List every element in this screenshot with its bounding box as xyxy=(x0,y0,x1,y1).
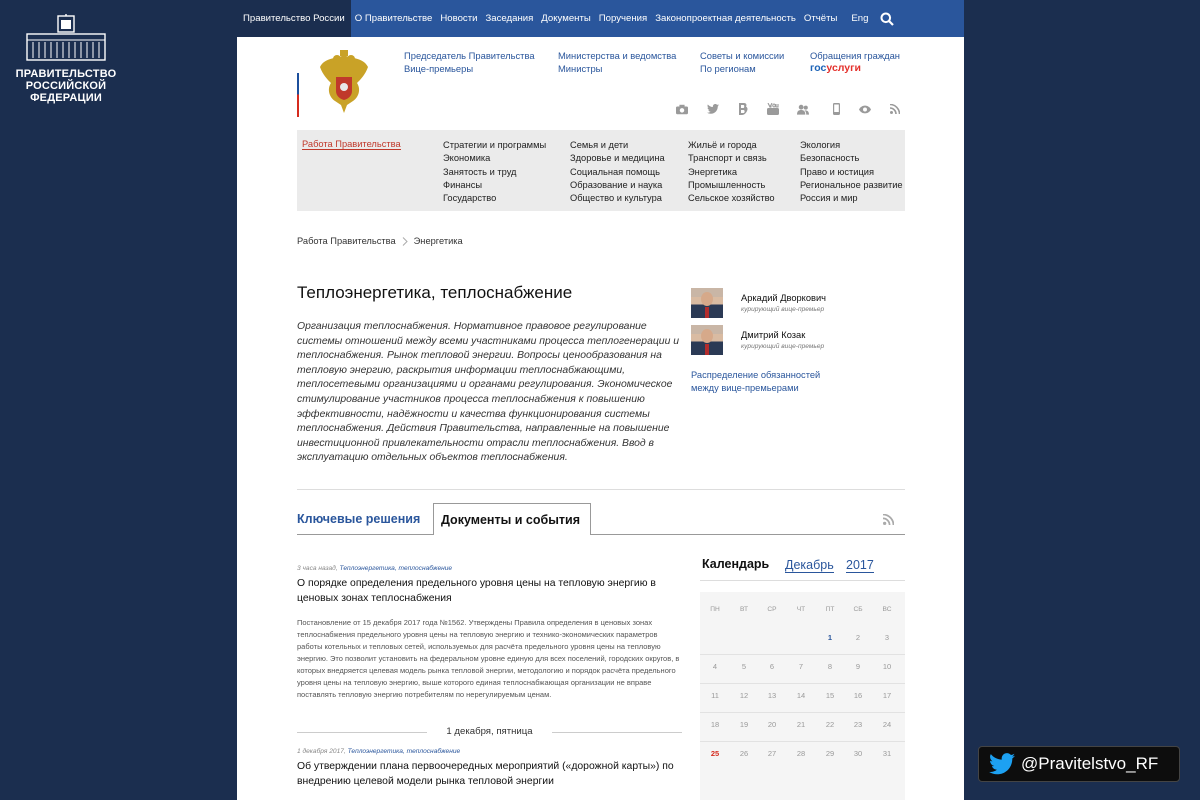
breadcrumb xyxy=(297,236,463,246)
calendar-day[interactable]: 26 xyxy=(739,749,749,758)
brand-line-1: ПРАВИТЕЛЬСТВО xyxy=(15,68,117,80)
link-ministers[interactable]: Министры xyxy=(558,63,603,74)
calendar-weekday: ВС xyxy=(882,606,892,613)
cat-agriculture[interactable]: Сельское хозяйство xyxy=(688,193,775,204)
calendar-day[interactable]: 28 xyxy=(796,749,806,758)
calendar-weekday: СР xyxy=(767,606,777,613)
cat-economy[interactable]: Экономика xyxy=(443,153,491,164)
youtube-icon[interactable] xyxy=(767,103,779,115)
calendar-day[interactable]: 2 xyxy=(855,633,861,642)
calendar-day[interactable]: 6 xyxy=(769,662,775,671)
nav-meetings[interactable]: Заседания xyxy=(485,13,534,24)
nav-reports[interactable]: Отчёты xyxy=(803,13,838,24)
cat-col-2 xyxy=(570,139,665,205)
person-name[interactable]: Дмитрий Козак xyxy=(741,330,806,340)
header xyxy=(237,37,964,130)
flag-stripe xyxy=(297,51,299,117)
link-chairman[interactable]: Председатель Правительства xyxy=(404,50,535,61)
nav-english[interactable]: Eng xyxy=(851,13,869,24)
calendar-day[interactable]: 17 xyxy=(882,691,892,700)
person-name[interactable]: Аркадий Дворкович xyxy=(741,293,826,303)
calendar-day[interactable]: 5 xyxy=(741,662,747,671)
camera-icon[interactable] xyxy=(676,103,688,115)
cat-ecology[interactable]: Экология xyxy=(800,140,841,150)
calendar-day[interactable]: 18 xyxy=(710,720,720,729)
cat-col-3 xyxy=(688,139,775,205)
calendar-day[interactable]: 8 xyxy=(827,662,833,671)
gosuslugi-logo[interactable]: госуслуги xyxy=(810,62,861,74)
calendar-weekday: ПН xyxy=(710,606,720,613)
vk-icon[interactable] xyxy=(737,103,749,115)
calendar-day[interactable]: 3 xyxy=(884,633,890,642)
calendar-day[interactable]: 27 xyxy=(767,749,777,758)
news-title[interactable]: О порядке определения предельного уровня цены на тепловую энергию в ценовых зонах теплоснабжения xyxy=(297,578,656,604)
calendar-weekday: ПТ xyxy=(825,606,835,613)
person-photo xyxy=(691,325,723,355)
cat-education[interactable]: Образование и наука xyxy=(570,179,663,190)
news-tag[interactable]: Теплоэнергетика, теплоснабжение xyxy=(339,565,453,572)
person-card[interactable] xyxy=(691,288,826,318)
date-separator-label: 1 декабря, пятница xyxy=(446,726,533,737)
breadcrumb-item-government-work[interactable]: Работа Правительства xyxy=(297,236,396,246)
news-time: 1 декабря 2017, xyxy=(297,748,346,755)
chevron-right-icon xyxy=(402,237,408,246)
cat-health[interactable]: Здоровье и медицина xyxy=(570,153,665,164)
page xyxy=(237,0,964,800)
rss-icon[interactable] xyxy=(889,103,901,115)
twitter-badge xyxy=(978,746,1180,782)
calendar-day[interactable]: 7 xyxy=(798,662,804,671)
cat-energy[interactable]: Энергетика xyxy=(688,166,738,177)
calendar-row-divider xyxy=(700,683,905,684)
breadcrumb-item-energy[interactable]: Энергетика xyxy=(413,236,463,246)
person-role: курирующий вице-премьер xyxy=(741,343,825,350)
calendar-day[interactable]: 11 xyxy=(711,691,719,700)
tab-key-decisions[interactable]: Ключевые решения xyxy=(297,512,421,526)
tab-documents-events[interactable]: Документы и события xyxy=(433,503,591,535)
link-vice-premiers[interactable]: Вице-премьеры xyxy=(404,63,474,74)
nav-about[interactable]: О Правительстве xyxy=(354,13,433,24)
calendar-row-divider xyxy=(700,712,905,713)
calendar-row-divider xyxy=(700,741,905,742)
people-icon[interactable] xyxy=(797,103,809,115)
cat-culture[interactable]: Общество и культура xyxy=(570,193,662,204)
link-appeals[interactable]: Обращения граждан xyxy=(810,50,900,61)
calendar-day[interactable]: 15 xyxy=(825,691,835,700)
nav-news[interactable]: Новости xyxy=(440,13,478,24)
page-title: Теплоэнергетика, теплоснабжение xyxy=(297,283,573,302)
twitter-icon[interactable] xyxy=(707,103,719,115)
calendar-weekday: СБ xyxy=(853,606,863,613)
top-navigation xyxy=(237,0,964,37)
cat-world[interactable]: Россия и мир xyxy=(800,193,858,204)
calendar-day[interactable]: 4 xyxy=(712,662,718,671)
news-time: 3 часа назад, xyxy=(297,565,338,572)
cat-col-1 xyxy=(443,139,546,205)
twitter-bird-icon xyxy=(989,753,1015,775)
date-separator xyxy=(297,726,682,738)
cat-state[interactable]: Государство xyxy=(443,193,497,204)
category-navigation xyxy=(297,130,905,211)
news-tag[interactable]: Теплоэнергетика, теплоснабжение xyxy=(347,748,461,755)
header-col-1 xyxy=(404,49,535,75)
brand-line-2: РОССИЙСКОЙ xyxy=(25,80,107,92)
brand-line-3: ФЕДЕРАЦИИ xyxy=(30,92,102,104)
nav-legislation[interactable]: Законопроектная деятельность xyxy=(655,13,796,24)
cat-strategies[interactable]: Стратегии и программы xyxy=(443,140,547,150)
news-meta xyxy=(297,565,452,572)
cat-security[interactable]: Безопасность xyxy=(800,153,860,164)
calendar-day[interactable]: 29 xyxy=(825,749,835,758)
header-col-3 xyxy=(700,49,784,75)
cat-employment[interactable]: Занятость и труд xyxy=(443,166,517,177)
link-councils[interactable]: Советы и комиссии xyxy=(700,50,785,61)
calendar-day[interactable]: 22 xyxy=(825,720,835,729)
eye-icon[interactable] xyxy=(859,103,871,115)
cat-housing[interactable]: Жильё и города xyxy=(688,140,757,150)
twitter-handle: @Pravitelstvo_RF xyxy=(1021,754,1159,773)
calendar-day[interactable]: 31 xyxy=(882,749,892,758)
calendar-row-divider xyxy=(700,654,905,655)
cat-finance[interactable]: Финансы xyxy=(443,179,483,190)
topic-description: Организация теплоснабжения. Нормативное правовое регулирование системы отношений между всеми участниками процесса теплогенерации и теплоснабжения. Рынок тепловой энергии. Вопросы ценообразования на тепловую энергию, раскрытия информации теплоснабжающими, теплосетевыми организациями и органами регулирования. Экономическое стимулирование участников процесса теплоснабжения к повышению эффективности, надёжности и качества функционирования системы теплоснабжения. Действия Правительства, направленные на повышение инвестиционной привлекательности отрасли теплоснабжения. Ввод в эксплуатацию отдельных объектов теплоснабжения. xyxy=(297,321,680,464)
tab-underline xyxy=(297,534,905,535)
calendar-day[interactable]: 14 xyxy=(796,691,806,700)
person-role: курирующий вице-премьер xyxy=(741,306,825,313)
person-photo xyxy=(691,288,723,318)
calendar-day[interactable]: 1 xyxy=(827,633,833,642)
divider xyxy=(297,489,905,490)
calendar-day[interactable]: 19 xyxy=(739,720,749,729)
cat-industry[interactable]: Промышленность xyxy=(688,179,766,190)
person-card[interactable] xyxy=(691,325,824,355)
cat-transport[interactable]: Транспорт и связь xyxy=(688,153,767,164)
cat-government-work[interactable]: Работа Правительства xyxy=(302,139,401,149)
calendar-day[interactable]: 23 xyxy=(853,720,863,729)
calendar-day[interactable]: 16 xyxy=(853,691,863,700)
header-col-2 xyxy=(558,49,676,75)
rss-icon[interactable] xyxy=(883,514,894,525)
calendar-day[interactable]: 25 xyxy=(710,749,720,758)
calendar-day[interactable]: 20 xyxy=(767,720,777,729)
calendar-year-select[interactable]: 2017 xyxy=(846,558,874,572)
nav-documents[interactable]: Документы xyxy=(541,13,591,24)
calendar-heading: Календарь xyxy=(702,557,770,571)
calendar-day[interactable]: 30 xyxy=(853,749,863,758)
calendar-weekday: ВТ xyxy=(740,606,748,613)
calendar-day[interactable]: 24 xyxy=(882,720,892,729)
government-logo xyxy=(14,14,118,104)
news-title[interactable]: Об утверждении плана первоочередных мероприятий («дорожной карты») по внедрению целевой модели рынка тепловой энергии xyxy=(297,761,674,787)
cat-family[interactable]: Семья и дети xyxy=(570,140,629,150)
cat-regional[interactable]: Региональное развитие xyxy=(800,179,903,190)
calendar-month-select[interactable]: Декабрь xyxy=(785,558,834,572)
coat-of-arms-icon[interactable] xyxy=(317,49,371,117)
header-col-4 xyxy=(810,49,900,75)
calendar-day[interactable]: 10 xyxy=(882,662,892,671)
search-icon[interactable] xyxy=(880,12,894,26)
calendar-day[interactable]: 13 xyxy=(767,691,777,700)
cat-col-4 xyxy=(800,139,903,205)
white-house-icon xyxy=(25,14,107,62)
duties-link[interactable]: Распределение обязанностей между вице-премьерами xyxy=(691,370,821,393)
calendar-day[interactable]: 9 xyxy=(855,662,861,671)
cat-social[interactable]: Социальная помощь xyxy=(570,166,661,177)
calendar-day[interactable]: 12 xyxy=(739,691,749,700)
mobile-icon[interactable] xyxy=(830,103,842,115)
link-ministries[interactable]: Министерства и ведомства xyxy=(558,50,677,61)
calendar-day[interactable]: 21 xyxy=(796,720,806,729)
calendar-weekday: ЧТ xyxy=(796,606,806,613)
nav-government[interactable]: Правительство России xyxy=(237,0,351,37)
link-regions[interactable]: По регионам xyxy=(700,63,756,74)
news-body: Постановление от 15 декабря 2017 года №1562. Утверждены Правила определения в ценовых зонах теплоснабжения предельного уровня цены на тепловую энергию и технико-экономических параметров работы котельных и тепловых сетей, используемых для расчёта предельного уровня цены на тепловую энергию. Это позволит установить на федеральном уровне единую для всех поселений, городских округов, в которых внедряется целевая модель рынка тепловой энергии, методологию и порядок расчёта предельного уровня цены на тепловую энергию, выше которого единая теплоснабжающая организации не вправе поставлять тепловую энергию потребителям по нерегулируемым ценам. xyxy=(297,618,680,699)
calendar-divider xyxy=(700,580,905,581)
nav-instructions[interactable]: Поручения xyxy=(598,13,648,24)
cat-law[interactable]: Право и юстиция xyxy=(800,166,875,177)
news-meta xyxy=(297,748,460,755)
